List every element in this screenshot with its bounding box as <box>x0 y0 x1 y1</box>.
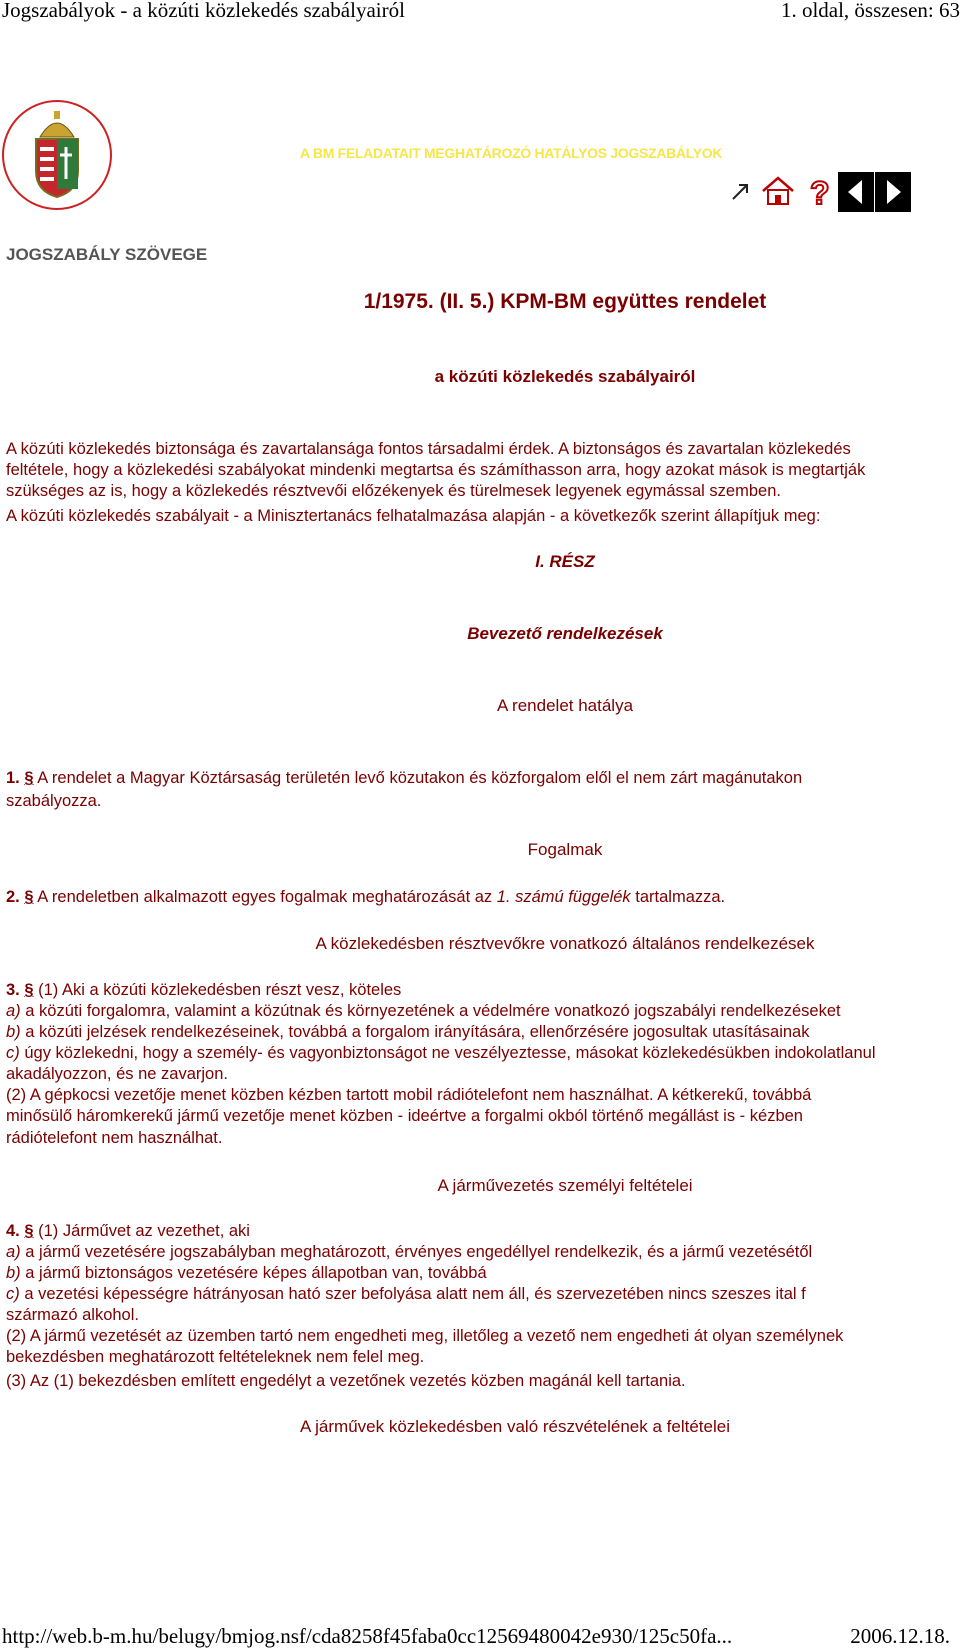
paragraph-number: 3. <box>6 981 20 999</box>
point-text: a közúti forgalomra, valamint a közútnak és környezetének a védelmére vonatkozó jogszabályi rendelkezéseket <box>25 1002 841 1020</box>
paragraph-text: A rendeletben alkalmazott egyes fogalmak meghatározását az <box>37 888 493 906</box>
page-info: 1. oldal, összesen: 63 <box>780 0 960 22</box>
paragraph-3-a <box>6 1002 841 1021</box>
footer-date: 2006.12.18. <box>850 1624 950 1648</box>
point-text: úgy közlekedni, hogy a személy- és vagyonbiztonságot ne veszélyeztesse, másokat közlekedésükben indokolatlanul <box>24 1044 876 1062</box>
document-title: 1/1975. (II. 5.) KPM-BM együttes rendelet <box>363 290 767 313</box>
paragraph-3-s2-1: (2) A gépkocsi vezetője menet közben kézben tartott mobil rádiótelefont nem használhat. A kétkerekű, továbbá <box>6 1086 812 1104</box>
section-sign-link[interactable]: § <box>24 769 34 787</box>
heading-fogalmak: Fogalmak <box>527 840 603 859</box>
paragraph-4-c-cont: származó alkohol. <box>6 1306 139 1324</box>
section-label: JOGSZABÁLY SZÖVEGE <box>6 245 208 264</box>
section-sign-link[interactable]: § <box>24 981 34 999</box>
part-title: Bevezető rendelkezések <box>467 624 663 643</box>
paragraph-3-s2-2: minősülő háromkerekű jármű vezetője menet közben - ideértve a forgalmi okból történő megállást is - kézben <box>6 1107 803 1125</box>
paragraph-text-end: tartalmazza. <box>635 888 726 906</box>
point-text: a vezetési képességre hátrányosan ható szer befolyása alatt nem áll, és szervezetében nincs szeszes ital f <box>24 1285 806 1303</box>
paragraph-1 <box>6 769 802 788</box>
heading-szemelyi: A járművezetés személyi feltételei <box>437 1176 693 1195</box>
footer-url: http://web.b-m.hu/belugy/bmjog.nsf/cda8258f45faba0cc12569480042e930/125c50fa... <box>2 1624 733 1648</box>
paragraph-1-cont: szabályozza. <box>6 792 102 810</box>
paragraph-4 <box>6 1222 250 1241</box>
paragraph-text: (1) Aki a közúti közlekedésben részt vesz, köteles <box>38 981 402 999</box>
paragraph-3-b <box>6 1023 809 1042</box>
point-label: b) <box>6 1023 21 1041</box>
paragraph-4-b <box>6 1264 487 1283</box>
paragraph-4-s2-2: bekezdésben meghatározott feltételeknek nem felel meg. <box>6 1348 425 1366</box>
intro-line-3: szükséges az is, hogy a közlekedés résztvevői előzékenyek és türelmesek legyenek egymással szemben. <box>6 482 781 500</box>
section-sign-link[interactable]: § <box>24 888 34 906</box>
appendix-reference-link[interactable]: 1. számú függelék <box>496 888 631 906</box>
section-sign-link[interactable]: § <box>24 1222 34 1240</box>
point-text: a jármű biztonságos vezetésére képes állapotban van, továbbá <box>25 1264 487 1282</box>
paragraph-number: 4. <box>6 1222 20 1240</box>
document-subtitle: a közúti közlekedés szabályairól <box>434 367 696 386</box>
point-label: b) <box>6 1264 21 1282</box>
paragraph-4-c <box>6 1285 806 1304</box>
paragraph-text: A rendelet a Magyar Köztársaság területén levő közutakon és közforgalom elől el nem zárt magánutakon <box>37 769 803 787</box>
svg-text:?: ? <box>810 175 830 210</box>
banner-tagline: A BM FELADATAIT MEGHATÁROZÓ HATÁLYOS JOGSZABÁLYOK <box>300 145 723 161</box>
point-text: a jármű vezetésére jogszabályban meghatározott, érvényes engedéllyel rendelkezik, és a jármű vezetésétől <box>25 1243 813 1261</box>
heading-jarmuvek: A járművek közlekedésben való részvételének a feltételei <box>300 1417 730 1436</box>
heading-altalanos: A közlekedésben résztvevőkre vonatkozó általános rendelkezések <box>315 934 815 953</box>
point-text: a közúti jelzések rendelkezéseinek, továbbá a forgalom irányítására, ellenőrzésére jogosultak utasításainak <box>25 1023 810 1041</box>
paragraph-4-s3: (3) Az (1) bekezdésben említett engedélyt a vezetőnek vezetés közben magánál kell tartania. <box>6 1372 686 1390</box>
point-label: a) <box>6 1002 21 1020</box>
header-title: Jogszabályok - a közúti közlekedés szabályairól <box>2 0 405 22</box>
paragraph-4-s2-1: (2) A jármű vezetését az üzemben tartó nem engedheti meg, illetőleg a vezető nem engedheti át olyan személynek <box>6 1327 844 1345</box>
part-heading: I. RÉSZ <box>535 552 595 571</box>
paragraph-4-a <box>6 1243 812 1262</box>
paragraph-3-c <box>6 1044 876 1063</box>
paragraph-number: 1. <box>6 769 20 787</box>
intro-line-2: feltétele, hogy a közlekedési szabályokat mindenki megtartsa és számíthasson arra, hogy azokat mások is megtartják <box>6 461 866 479</box>
paragraph-text: (1) Járművet az vezethet, aki <box>38 1222 250 1240</box>
point-label: c) <box>6 1285 20 1303</box>
paragraph-2 <box>6 888 725 907</box>
paragraph-3 <box>6 981 401 1000</box>
point-label: a) <box>6 1243 21 1261</box>
paragraph-3-c-cont: akadályozzon, és ne zavarjon. <box>6 1065 228 1083</box>
heading-hatalya: A rendelet hatálya <box>496 696 634 715</box>
intro-line-4: A közúti közlekedés szabályait - a Minisztertanács felhatalmazása alapján - a következők szerint állapítjuk meg: <box>6 507 821 525</box>
paragraph-3-s2-3: rádiótelefont nem használhat. <box>6 1129 223 1147</box>
intro-line-1: A közúti közlekedés biztonsága és zavartalansága fontos társadalmi érdek. A biztonságos és zavartalan közlekedés <box>6 440 851 458</box>
paragraph-number: 2. <box>6 888 20 906</box>
point-label: c) <box>6 1044 20 1062</box>
